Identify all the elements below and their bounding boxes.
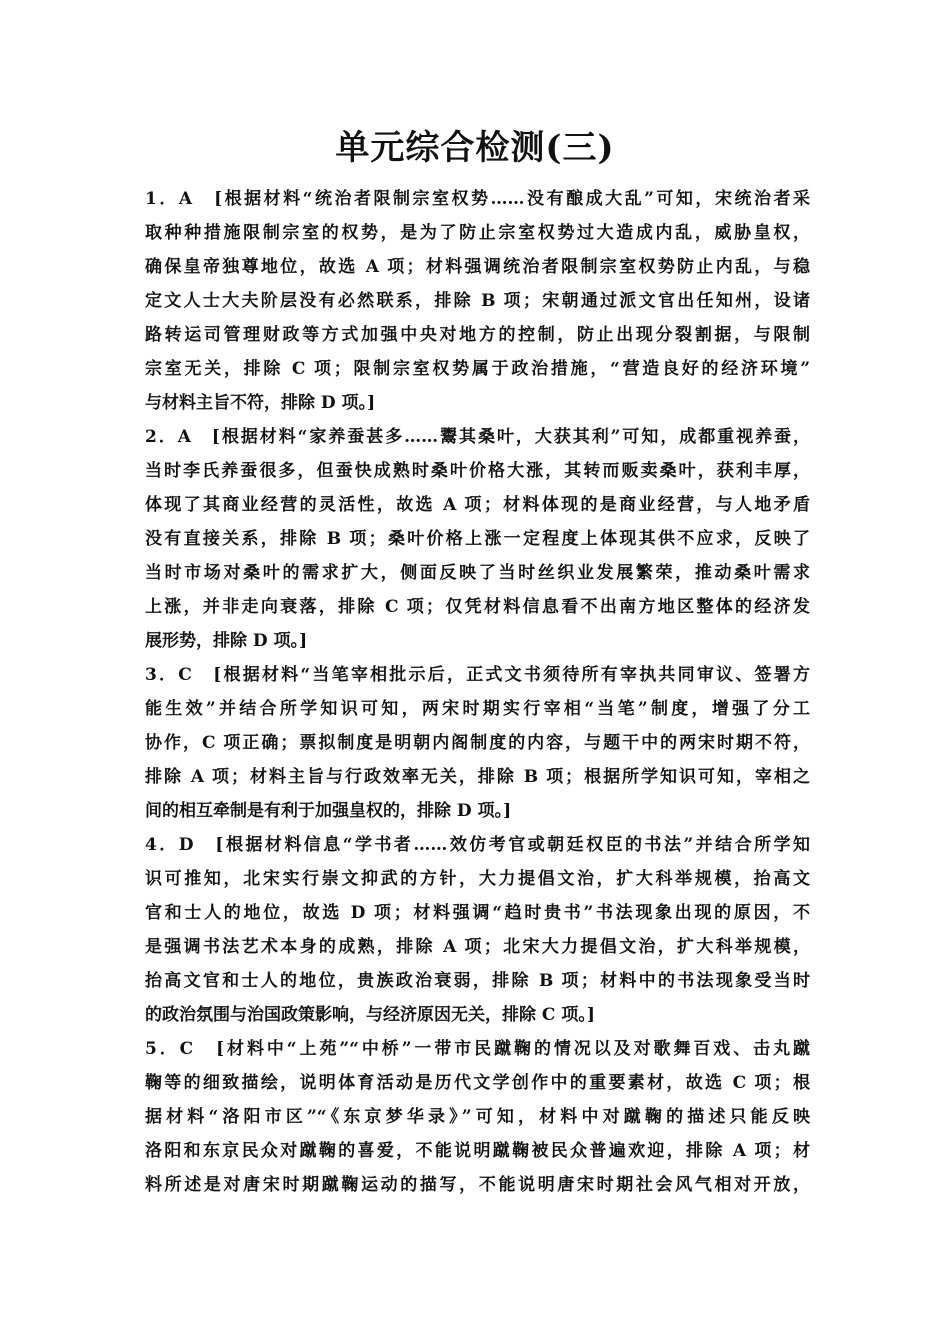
answer-line: 的政治氛围与治国政策影响，与经济原因无关，排除 C 项。] — [145, 1005, 595, 1025]
answer-line: 识可推知，北宋实行崇文抑武的方针，大力提倡文治，扩大科举规模，抬高文 — [145, 869, 810, 889]
answer-list — [145, 182, 810, 1202]
answer-item-5 — [145, 1032, 810, 1202]
answer-line: 3．C [根据材料“当笔宰相批示后，正式文书须待所有宰执共同审议、签署方 — [145, 665, 810, 685]
answer-line: 取种种措施限制宗室的权势，是为了防止宗室权势过大造成内乱，威胁皇权， — [145, 223, 810, 243]
answer-line: 1．A [根据材料“统治者限制宗室权势……没有酿成大乱”可知，宋统治者采 — [145, 189, 810, 209]
answer-line: 料所述是对唐宋时期蹴鞠运动的描写，不能说明唐宋时期社会风气相对开放， — [145, 1175, 810, 1195]
answer-line: 协作，C 项正确；票拟制度是明朝内阁制度的内容，与题干中的两宋时期不符， — [145, 733, 810, 753]
answer-line: 是强调书法艺术本身的成熟，排除 A 项；北宋大力提倡文治，扩大科举规模， — [145, 937, 810, 957]
answer-item-3 — [145, 658, 810, 828]
answer-line: 确保皇帝独尊地位，故选 A 项；材料强调统治者限制宗室权势防止内乱，与稳 — [145, 257, 810, 277]
answer-line: 与材料主旨不符，排除 D 项。] — [145, 393, 376, 413]
page-title: 单元综合检测(三) — [335, 128, 615, 168]
answer-line: 洛阳和东京民众对蹴鞠的喜爱，不能说明蹴鞠被民众普遍欢迎，排除 A 项；材 — [145, 1141, 810, 1161]
answer-line: 据材料“洛阳市区”“《东京梦华录》”可知，材料中对蹴鞠的描述只能反映 — [145, 1107, 810, 1127]
answer-line: 4．D [根据材料信息“学书者……效仿考官或朝廷权臣的书法”并结合所学知 — [145, 835, 810, 855]
answer-line: 当时市场对桑叶的需求扩大，侧面反映了当时丝织业发展繁荣，推动桑叶需求 — [145, 563, 810, 583]
answer-line: 官和士人的地位，故选 D 项；材料强调“趋时贵书”书法现象出现的原因，不 — [145, 903, 810, 923]
answer-line: 5．C [材料中“上苑”“中桥”一带市民蹴鞠的情况以及对歌舞百戏、击丸蹴 — [145, 1039, 810, 1059]
answer-line: 没有直接关系，排除 B 项；桑叶价格上涨一定程度上体现其供不应求，反映了 — [145, 529, 810, 549]
answer-line: 当时李氏养蚕很多，但蚕快成熟时桑叶价格大涨，其转而贩卖桑叶，获利丰厚， — [145, 461, 810, 481]
answer-line: 展形势，排除 D 项。] — [145, 631, 308, 651]
answer-line: 宗室无关，排除 C 项；限制宗室权势属于政治措施，“营造良好的经济环境” — [145, 359, 810, 379]
answer-line: 排除 A 项；材料主旨与行政效率无关，排除 B 项；根据所学知识可知，宰相之 — [145, 767, 810, 787]
answer-line: 能生效”并结合所学知识可知，两宋时期实行宰相“当笔”制度，增强了分工 — [145, 699, 810, 719]
answer-line: 抬高文官和士人的地位，贵族政治衰弱，排除 B 项；材料中的书法现象受当时 — [145, 971, 810, 991]
answer-line: 上涨，并非走向衰落，排除 C 项；仅凭材料信息看不出南方地区整体的经济发 — [145, 597, 810, 617]
answer-item-2 — [145, 420, 810, 658]
answer-line: 路转运司管理财政等方式加强中央对地方的控制，防止出现分裂割据，与限制 — [145, 325, 810, 345]
answer-line: 体现了其商业经营的灵活性，故选 A 项；材料体现的是商业经营，与人地矛盾 — [145, 495, 810, 515]
answer-item-4 — [145, 828, 810, 1032]
answer-line: 2．A [根据材料“家养蚕甚多……鬻其桑叶，大获其利”可知，成都重视养蚕， — [145, 427, 810, 447]
answer-item-1 — [145, 182, 810, 420]
answer-line: 定文人士大夫阶层没有必然联系，排除 B 项；宋朝通过派文官出任知州，设诸 — [145, 291, 810, 311]
answer-line: 间的相互牵制是有利于加强皇权的，排除 D 项。] — [145, 801, 512, 821]
answer-line: 鞠等的细致描绘，说明体育活动是历代文学创作中的重要素材，故选 C 项；根 — [145, 1073, 810, 1093]
